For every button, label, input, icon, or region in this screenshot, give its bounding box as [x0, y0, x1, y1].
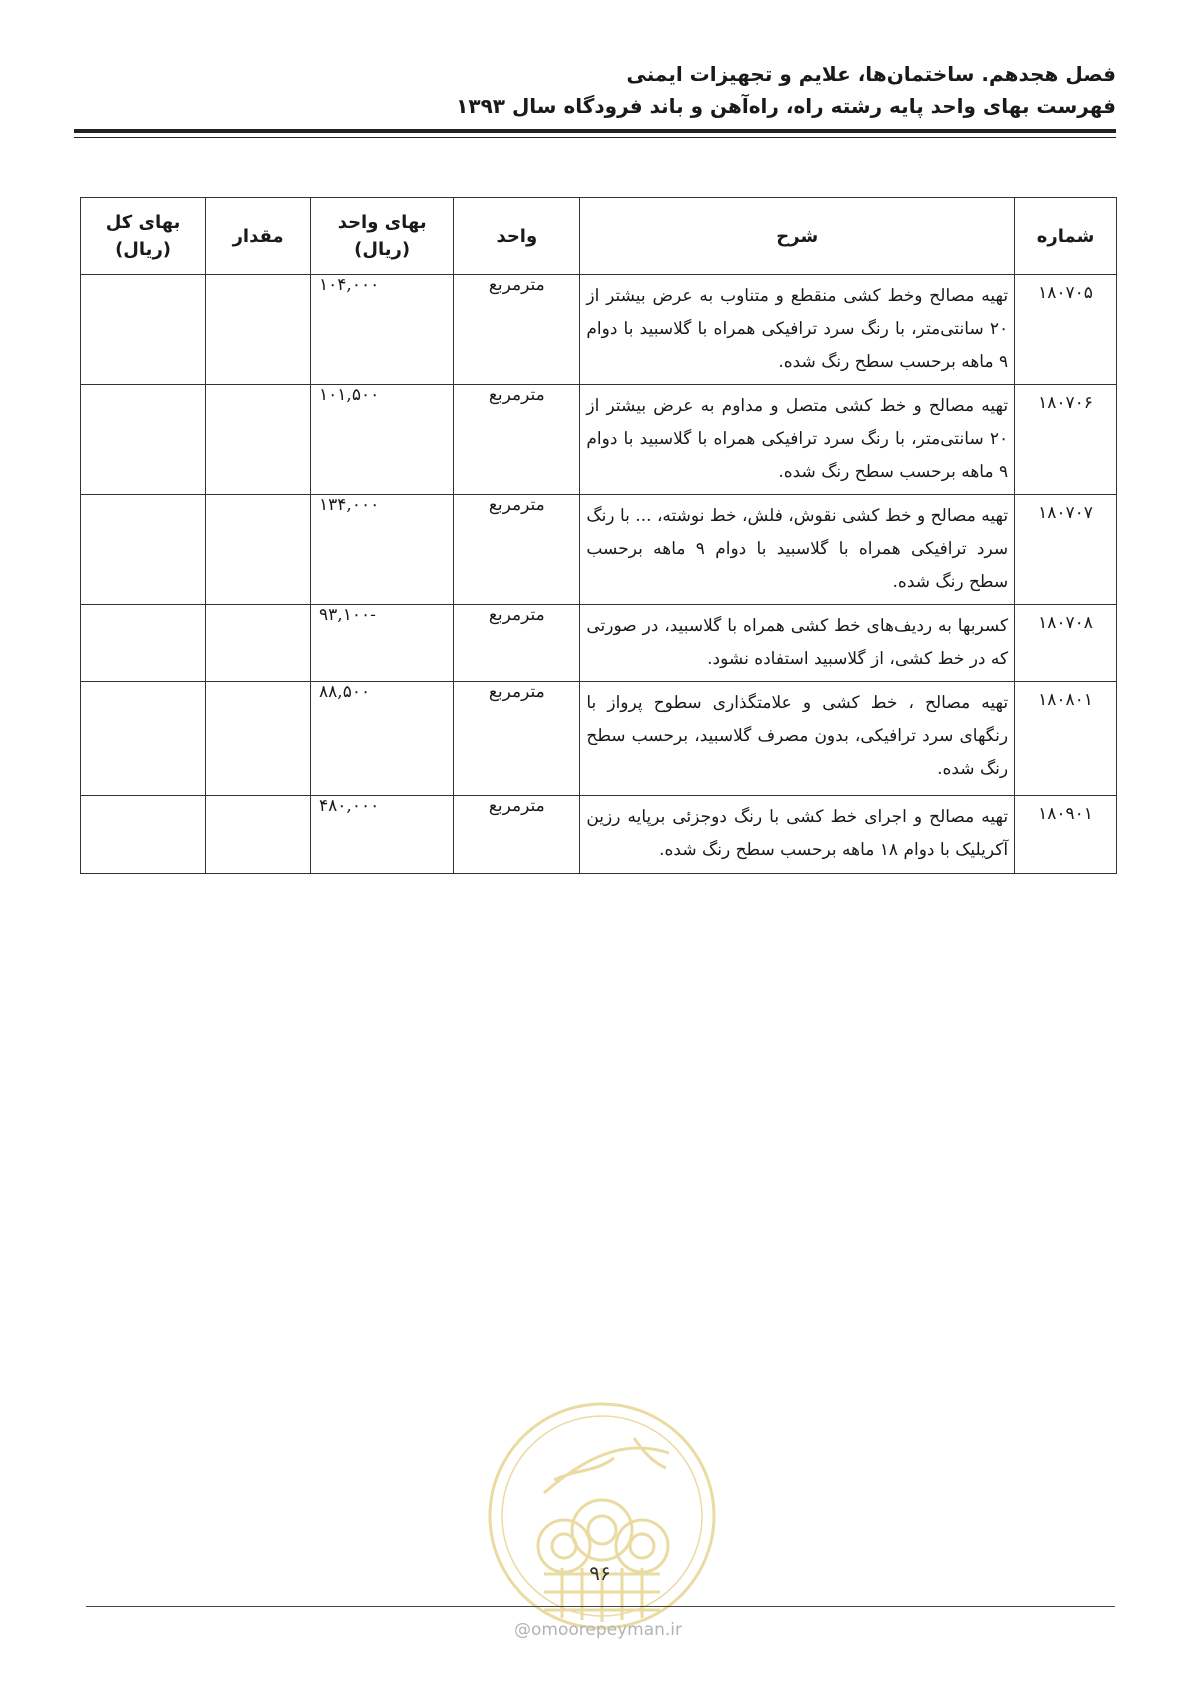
- row-unit: مترمربع: [454, 275, 580, 385]
- row-number: ۱۸۰۷۰۶: [1015, 385, 1117, 495]
- row-unit-price: ۸۸,۵۰۰: [311, 682, 454, 796]
- row-quantity: [206, 796, 311, 874]
- seal-watermark: [484, 1398, 720, 1634]
- page-number: ۹۶: [589, 1561, 611, 1585]
- row-description: تهیه مصالح ، خط کشی و علامتگذاری سطوح پرواز با رنگهای سرد ترافیکی، بدون مصرف گلاسبید، برحسب سطح رنگ شده.: [580, 682, 1015, 796]
- footer-rule: [86, 1606, 1115, 1607]
- header-total-price: [81, 198, 206, 275]
- header-unit-price-currency: (ریال): [354, 239, 411, 260]
- row-number: ۱۸۰۷۰۵: [1015, 275, 1117, 385]
- row-number: ۱۸۰۷۰۸: [1015, 605, 1117, 682]
- row-total-price: [81, 605, 206, 682]
- row-unit: مترمربع: [454, 605, 580, 682]
- header-unit: واحد: [454, 198, 580, 275]
- seal-logo-icon: [484, 1398, 720, 1634]
- page-header: [66, 58, 1116, 122]
- table-header-row: [81, 198, 1117, 275]
- row-quantity: [206, 275, 311, 385]
- row-quantity: [206, 682, 311, 796]
- row-unit: مترمربع: [454, 495, 580, 605]
- catalog-title: فهرست بهای واحد پایه رشته راه، راه‌آهن و باند فرودگاه سال ۱۳۹۳: [456, 94, 1116, 118]
- row-quantity: [206, 385, 311, 495]
- table-row: [81, 605, 1117, 682]
- header-description: شرح: [580, 198, 1015, 275]
- row-description: کسربها به ردیف‌های خط کشی همراه با گلاسبید، در صورتی که در خط کشی، از گلاسبید استفاده نشود.: [580, 605, 1015, 682]
- row-total-price: [81, 495, 206, 605]
- row-unit: مترمربع: [454, 682, 580, 796]
- row-description: تهیه مصالح و خط کشی نقوش، فلش، خط نوشته، ... با رنگ سرد ترافیکی همراه با گلاسبید با دوام ۹ ماهه برحسب سطح رنگ شده.: [580, 495, 1015, 605]
- table-row: [81, 796, 1117, 874]
- table-row: [81, 682, 1117, 796]
- row-number: ۱۸۰۸۰۱: [1015, 682, 1117, 796]
- table-row: [81, 385, 1117, 495]
- row-total-price: [81, 796, 206, 874]
- row-number: ۱۸۰۷۰۷: [1015, 495, 1117, 605]
- price-list-table: [80, 197, 1117, 874]
- site-watermark: @omoorepeyman.ir: [513, 1620, 683, 1640]
- row-description: تهیه مصالح و خط کشی متصل و مداوم به عرض بیشتر از ۲۰ سانتی‌متر، با رنگ سرد ترافیکی همراه با گلاسبید با دوام ۹ ماهه برحسب سطح رنگ شده.: [580, 385, 1015, 495]
- row-total-price: [81, 385, 206, 495]
- table-row: [81, 495, 1117, 605]
- row-description: تهیه مصالح و اجرای خط کشی با رنگ دوجزئی برپایه رزین آکریلیک با دوام ۱۸ ماهه برحسب سطح رنگ شده.: [580, 796, 1015, 874]
- row-quantity: [206, 605, 311, 682]
- row-description: تهیه مصالح وخط کشی منقطع و متناوب به عرض بیشتر از ۲۰ سانتی‌متر، با رنگ سرد ترافیکی همراه با گلاسبید با دوام ۹ ماهه برحسب سطح رنگ شده.: [580, 275, 1015, 385]
- row-unit: مترمربع: [454, 796, 580, 874]
- header-rule-thin: [74, 137, 1116, 138]
- chapter-title: فصل هجدهم. ساختمان‌ها، علایم و تجهیزات ایمنی: [626, 62, 1116, 86]
- row-total-price: [81, 682, 206, 796]
- row-unit-price: ۱۳۴,۰۰۰: [311, 495, 454, 605]
- row-unit: مترمربع: [454, 385, 580, 495]
- row-quantity: [206, 495, 311, 605]
- row-number: ۱۸۰۹۰۱: [1015, 796, 1117, 874]
- row-unit-price: -۹۳,۱۰۰: [311, 605, 454, 682]
- row-unit-price: ۴۸۰,۰۰۰: [311, 796, 454, 874]
- row-total-price: [81, 275, 206, 385]
- header-unit-price: [311, 198, 454, 275]
- header-total-price-label: بهای کل: [105, 212, 181, 233]
- header-rule-thick: [74, 129, 1116, 133]
- header-unit-price-label: بهای واحد: [337, 212, 427, 233]
- row-unit-price: ۱۰۴,۰۰۰: [311, 275, 454, 385]
- table-row: [81, 275, 1117, 385]
- header-number: شماره: [1015, 198, 1117, 275]
- header-total-price-currency: (ریال): [115, 239, 172, 260]
- row-unit-price: ۱۰۱,۵۰۰: [311, 385, 454, 495]
- header-quantity: مقدار: [206, 198, 311, 275]
